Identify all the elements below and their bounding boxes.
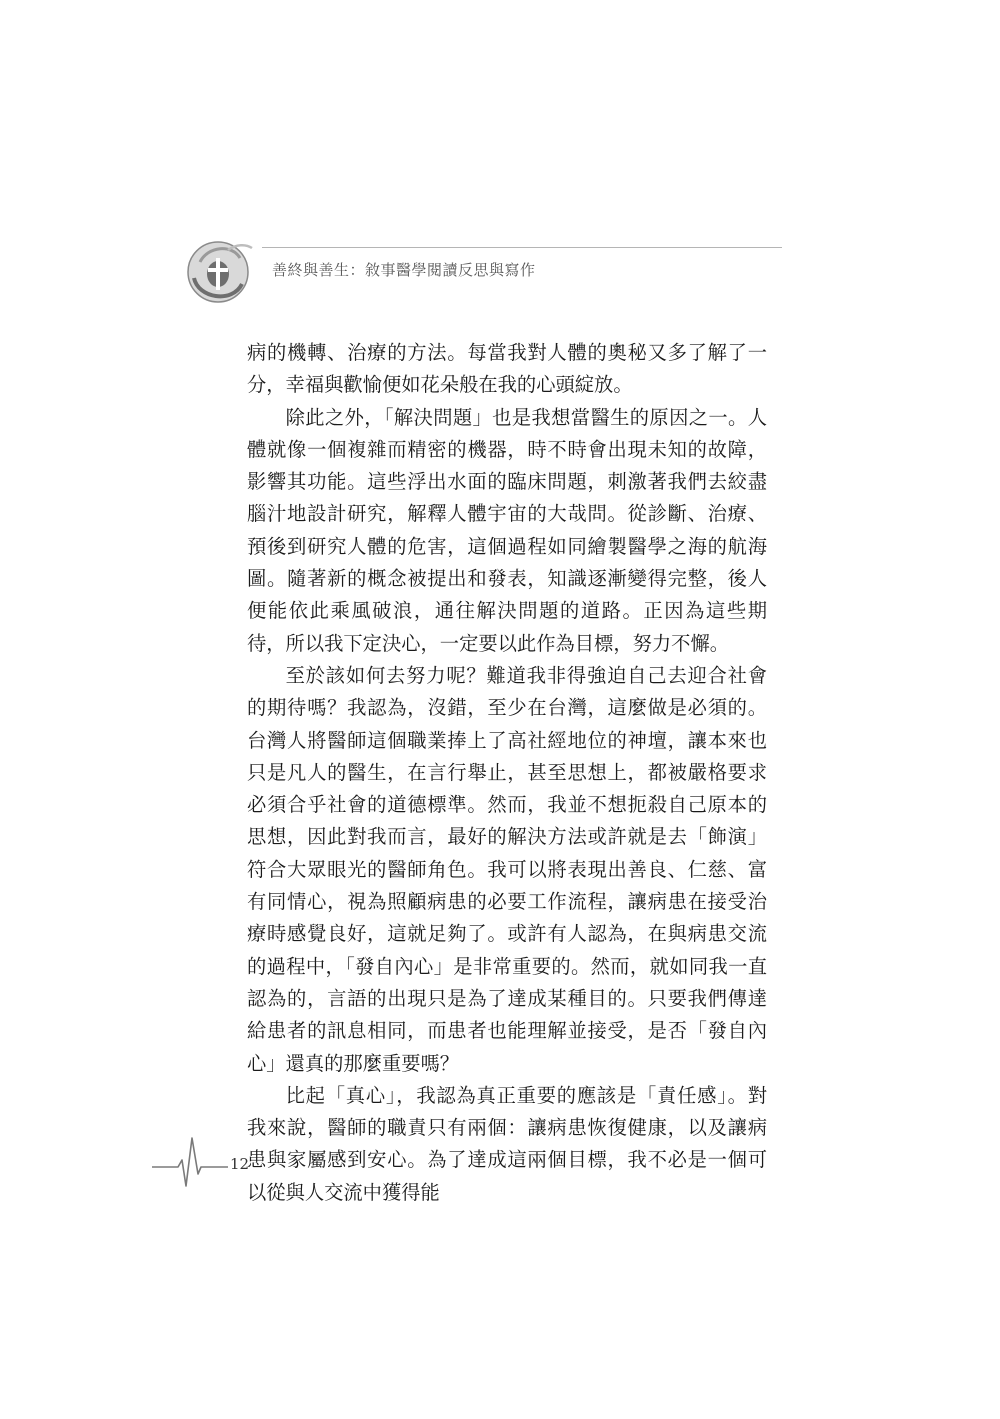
header-rule — [262, 247, 782, 248]
heartbeat-line-icon — [150, 1134, 230, 1194]
paragraph: 病的機轉、治療的方法。每當我對人體的奧秘又多了解了一分，幸福與歡愉便如花朵般在我的心頭綻放。 — [247, 341, 767, 397]
book-title: 善終與善生：敘事醫學閱讀反思與寫作 — [272, 261, 536, 279]
running-header — [180, 232, 780, 312]
page-number: 12 — [230, 1155, 250, 1173]
paragraph: 比起「真心」，我認為真正重要的應該是「責任感」。對我來說，醫師的職責只有兩個：讓病患恢復健康，以及讓病患與家屬感到安心。為了達成這兩個目標，我不必是一個可以從與人交流中獲得能 — [247, 1083, 767, 1204]
page-body — [247, 337, 767, 1209]
paragraph: 至於該如何去努力呢？難道我非得強迫自己去迎合社會的期待嗎？我認為，沒錯，至少在台灣，這麼做是必須的。台灣人將醫師這個職業捧上了高社經地位的神壇，讓本來也只是凡人的醫生，在言行舉止，甚至思想上，都被嚴格要求必須合乎社會的道德標準。然而，我並不想扼殺自己原本的思想，因此對我而言，最好的解決方法或許就是去「飾演」符合大眾眼光的醫師角色。我可以將表現出善良、仁慈、富有同情心，視為照顧病患的必要工作流程，讓病患在接受治療時感覺良好，這就足夠了。或許有人認為，在與病患交流的過程中，「發自內心」是非常重要的。然而，就如同我一直認為的，言語的出現只是為了達成某種目的。只要我們傳達給患者的訊息相同，而患者也能理解並接受，是否「發自內心」還真的那麼重要嗎？ — [247, 663, 767, 1075]
page-footer — [150, 1134, 270, 1194]
paragraph: 除此之外，「解決問題」也是我想當醫生的原因之一。人體就像一個複雜而精密的機器，時不時會出現未知的故障，影響其功能。這些浮出水面的臨床問題，刺激著我們去絞盡腦汁地設計研究，解釋人體宇宙的大哉問。從診斷、治療、預後到研究人體的危害，這個過程如同繪製醫學之海的航海圖。隨著新的概念被提出和發表，知識逐漸變得完整，後人便能依此乘風破浪，通往解決問題的道路。正因為這些期待，所以我下定決心，一定要以此作為目標，努力不懈。 — [247, 405, 767, 655]
caduceus-globe-icon — [180, 232, 260, 312]
